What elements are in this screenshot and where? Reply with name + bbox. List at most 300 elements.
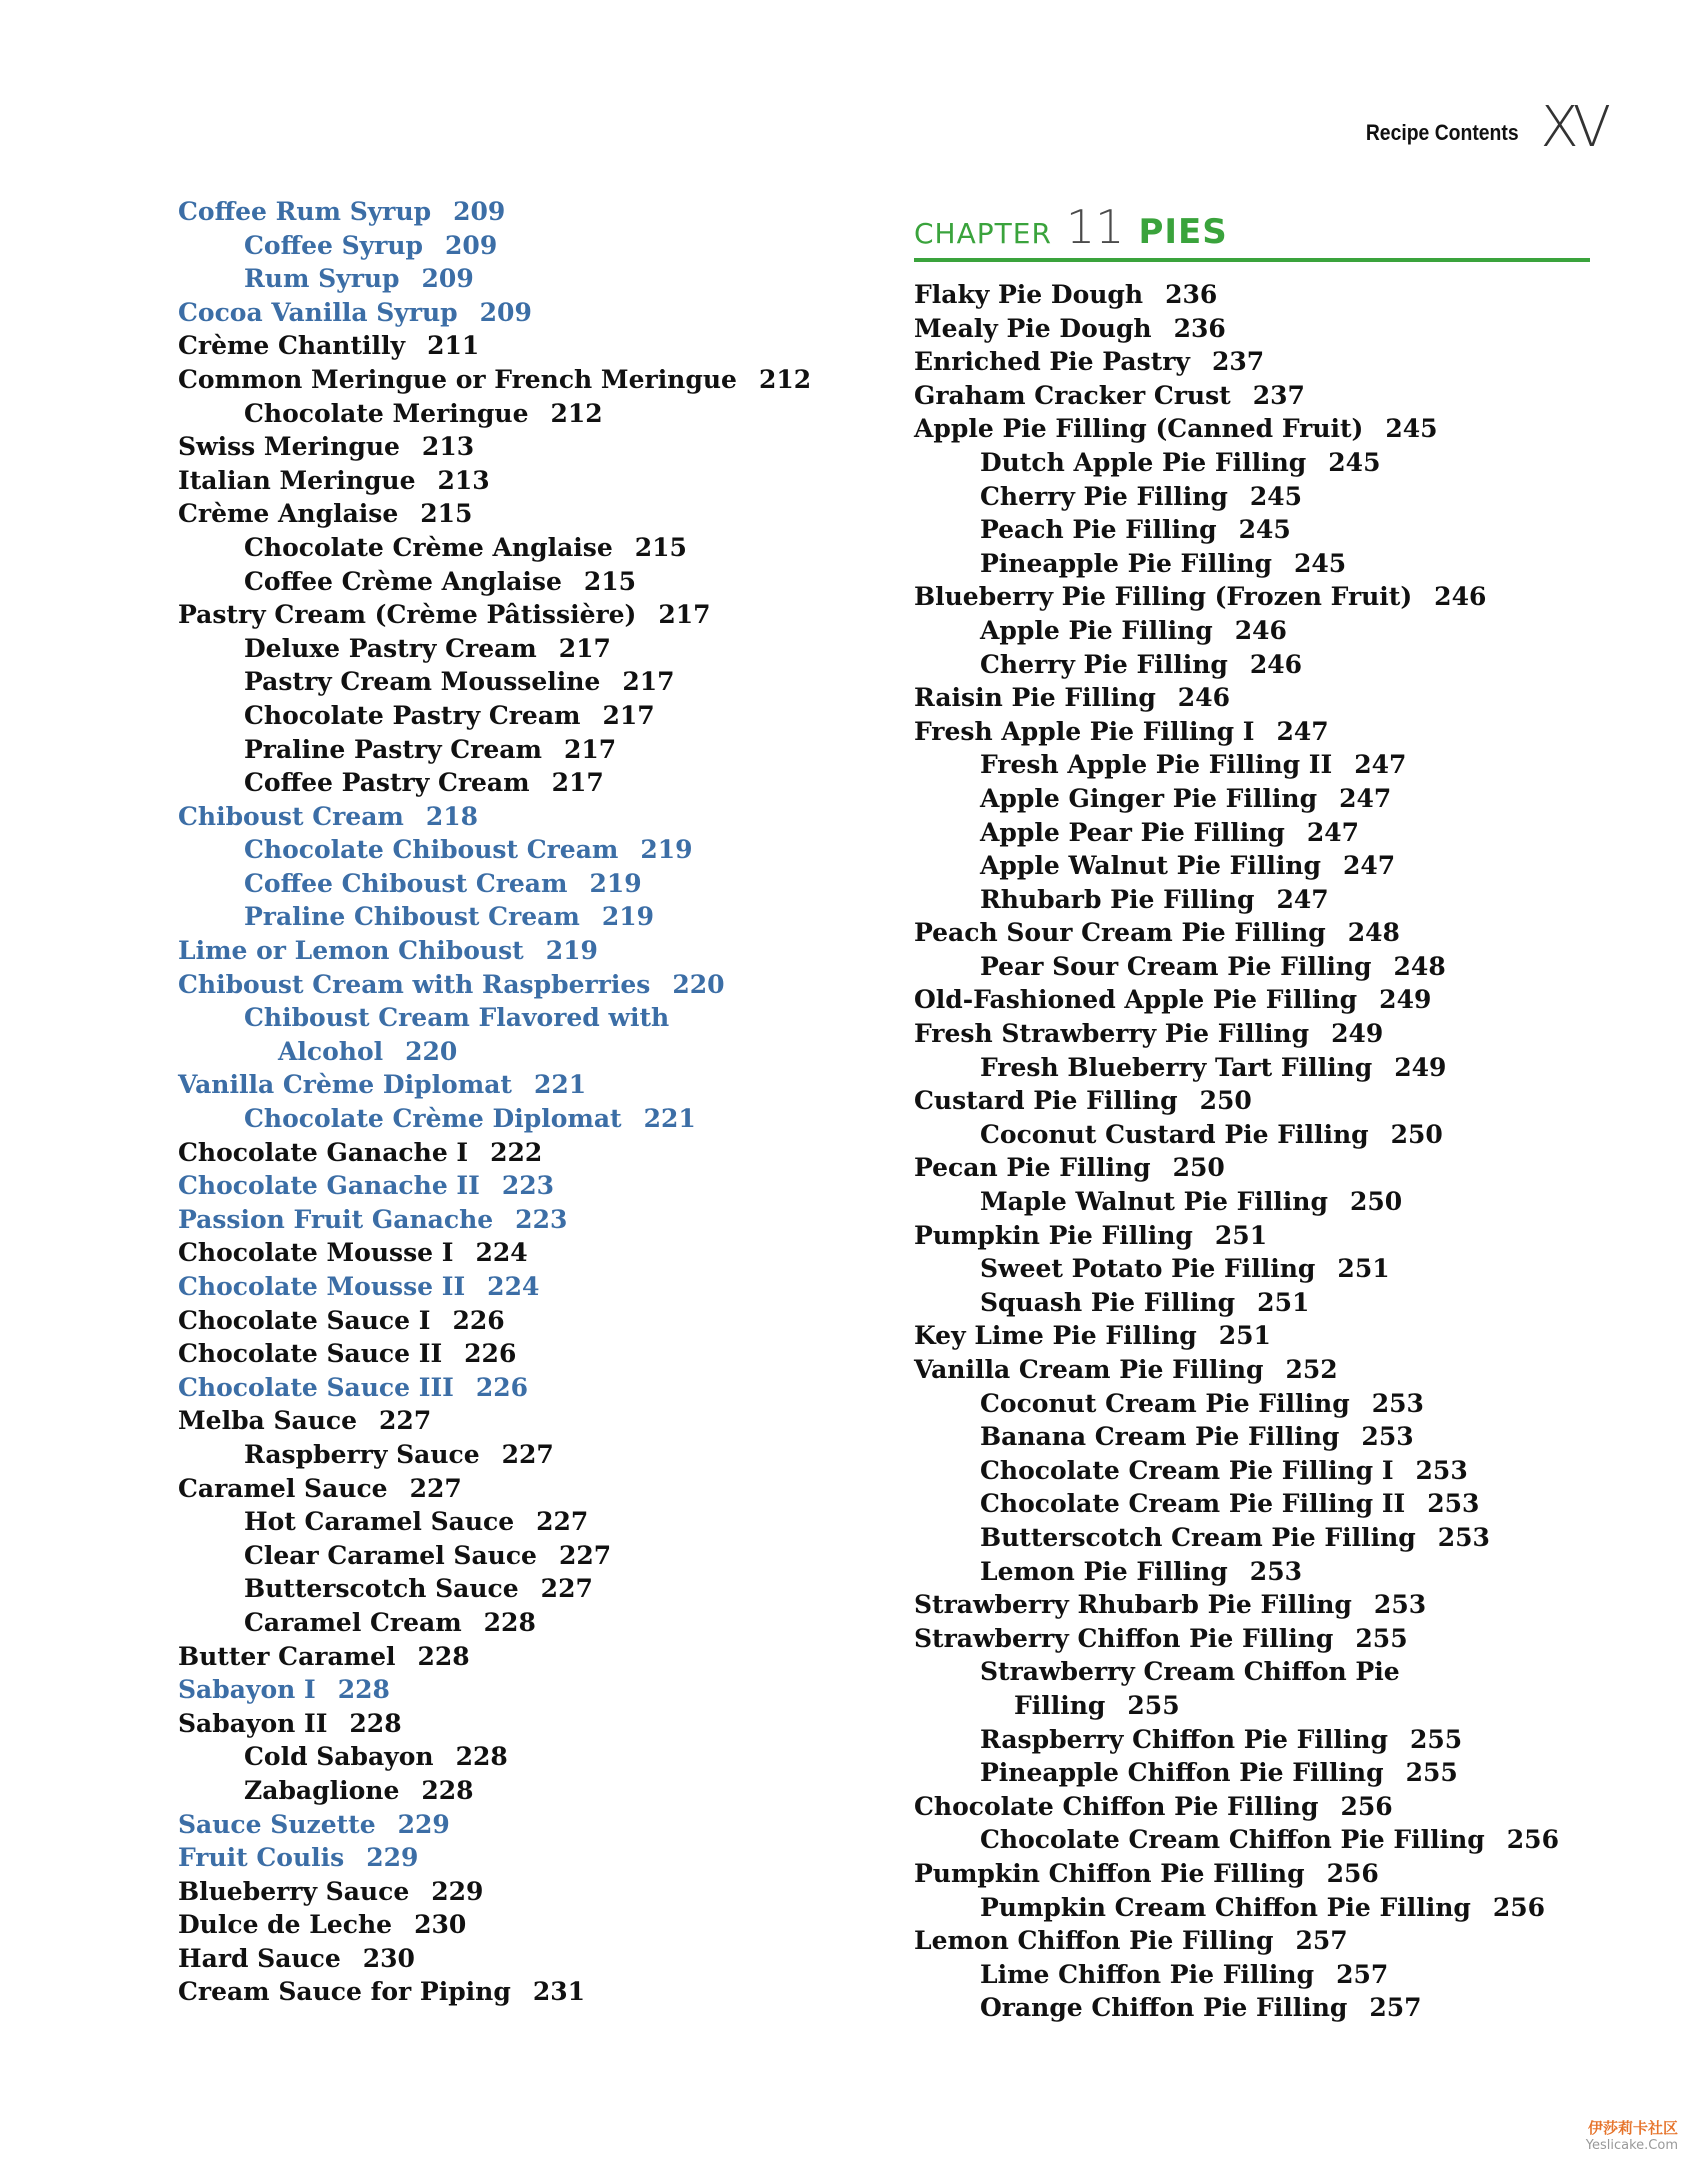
toc-entry-page: 215 bbox=[583, 566, 637, 596]
toc-entry-title: Custard Pie Filling bbox=[914, 1086, 1178, 1116]
toc-entry bbox=[914, 345, 1594, 379]
toc-entry bbox=[914, 1790, 1594, 1824]
toc-entry-page: 256 bbox=[1492, 1892, 1546, 1922]
toc-entry-page: 227 bbox=[409, 1473, 462, 1503]
toc-entry-title: Blueberry Sauce bbox=[178, 1876, 410, 1906]
toc-entry-page: 246 bbox=[1177, 683, 1230, 713]
toc-entry bbox=[178, 833, 868, 867]
toc-entry-title: Maple Walnut Pie Filling bbox=[980, 1187, 1328, 1217]
toc-entry-title: Butter Caramel bbox=[178, 1641, 396, 1671]
toc-entry bbox=[914, 1454, 1594, 1488]
toc-entry-page: 248 bbox=[1393, 951, 1446, 981]
toc-entry bbox=[914, 681, 1594, 715]
toc-entry-page: 230 bbox=[414, 1910, 467, 1940]
toc-entry-page: 246 bbox=[1249, 649, 1303, 679]
section-name: Recipe Contents bbox=[1365, 120, 1519, 145]
toc-entry-page: 247 bbox=[1354, 750, 1407, 780]
toc-entry bbox=[178, 1472, 868, 1506]
toc-entry-page: 215 bbox=[634, 532, 687, 562]
toc-entry bbox=[178, 1975, 868, 2009]
toc-entry bbox=[178, 1068, 868, 1102]
toc-entry-page: 247 bbox=[1339, 783, 1392, 813]
toc-entry-title: Sweet Potato Pie Filling bbox=[980, 1254, 1316, 1284]
toc-entry bbox=[178, 1203, 868, 1237]
toc-entry-title: Flaky Pie Dough bbox=[914, 280, 1144, 309]
toc-entry-title: Dulce de Leche bbox=[178, 1910, 393, 1940]
toc-entry-page: 250 bbox=[1390, 1119, 1443, 1149]
toc-entry-title: Filling bbox=[1014, 1690, 1106, 1720]
toc-entry bbox=[178, 1438, 868, 1472]
toc-entry bbox=[914, 1219, 1594, 1253]
toc-entry bbox=[178, 1236, 868, 1270]
toc-entry bbox=[914, 412, 1594, 446]
toc-entry-title: Pecan Pie Filling bbox=[914, 1153, 1151, 1183]
toc-entry-title: Apple Ginger Pie Filling bbox=[980, 783, 1318, 813]
toc-entry-title: Apple Pie Filling bbox=[980, 615, 1213, 645]
toc-entry bbox=[178, 1673, 868, 1707]
toc-entry-page: 245 bbox=[1238, 515, 1291, 545]
toc-entry bbox=[178, 1371, 868, 1405]
toc-entry bbox=[914, 1756, 1594, 1790]
toc-entry-page: 255 bbox=[1355, 1623, 1408, 1653]
toc-entry-title: Coffee Rum Syrup bbox=[178, 197, 432, 226]
toc-entry bbox=[178, 296, 868, 330]
toc-entry bbox=[178, 1337, 868, 1371]
toc-entry-title: Chocolate Pastry Cream bbox=[244, 700, 581, 730]
toc-entry-title: Strawberry Chiffon Pie Filling bbox=[914, 1623, 1334, 1653]
toc-entry-title: Apple Walnut Pie Filling bbox=[980, 851, 1321, 881]
toc-entry-title: Graham Cracker Crust bbox=[914, 380, 1231, 410]
toc-entry bbox=[914, 983, 1594, 1017]
toc-entry bbox=[914, 312, 1594, 346]
chapter-number: 11 bbox=[1065, 200, 1125, 254]
toc-entry-title: Lime Chiffon Pie Filling bbox=[980, 1959, 1315, 1989]
toc-entry-page: 245 bbox=[1328, 447, 1381, 477]
toc-entry-title: Pear Sour Cream Pie Filling bbox=[980, 951, 1372, 981]
toc-entry-title: Strawberry Rhubarb Pie Filling bbox=[914, 1590, 1352, 1620]
toc-entry-page: 248 bbox=[1347, 918, 1400, 948]
toc-entry-page: 257 bbox=[1369, 1993, 1422, 2023]
toc-entry-title: Caramel Sauce bbox=[178, 1473, 388, 1503]
toc-entry-title: Praline Pastry Cream bbox=[244, 734, 542, 764]
toc-entry-title: Alcohol bbox=[278, 1036, 384, 1066]
toc-entry-title: Apple Pear Pie Filling bbox=[980, 817, 1285, 847]
toc-entry bbox=[914, 782, 1594, 816]
toc-entry bbox=[178, 1136, 868, 1170]
toc-entry-title: Apple Pie Filling (Canned Fruit) bbox=[914, 414, 1364, 444]
toc-entry-title: Old-Fashioned Apple Pie Filling bbox=[914, 985, 1358, 1015]
toc-entry-title: Rum Syrup bbox=[244, 264, 400, 294]
toc-entry-page: 246 bbox=[1234, 615, 1287, 645]
toc-entry-page: 219 bbox=[640, 835, 693, 865]
toc-entry-page: 253 bbox=[1373, 1590, 1427, 1620]
toc-entry-page: 245 bbox=[1385, 414, 1438, 444]
toc-entry bbox=[914, 1723, 1594, 1757]
toc-entry bbox=[178, 363, 868, 397]
toc-entry bbox=[178, 800, 868, 834]
toc-entry bbox=[914, 1051, 1594, 1085]
toc-entry bbox=[914, 1387, 1594, 1421]
toc-entry-title: Cold Sabayon bbox=[244, 1742, 434, 1772]
toc-entry-title: Chocolate Mousse II bbox=[178, 1272, 466, 1301]
toc-entry bbox=[178, 1304, 868, 1338]
toc-entry-title: Pumpkin Chiffon Pie Filling bbox=[914, 1858, 1305, 1888]
toc-entry-title: Lemon Pie Filling bbox=[980, 1556, 1228, 1586]
toc-entry-title: Vanilla Crème Diplomat bbox=[178, 1070, 512, 1100]
toc-entry-title: Chocolate Crème Anglaise bbox=[244, 532, 613, 562]
toc-entry-page: 224 bbox=[487, 1272, 540, 1301]
toc-entry-title: Cream Sauce for Piping bbox=[178, 1977, 511, 2007]
toc-entry bbox=[914, 480, 1594, 514]
toc-entry bbox=[914, 1319, 1594, 1353]
watermark bbox=[1586, 2117, 1678, 2153]
toc-entry-title: Peach Pie Filling bbox=[980, 515, 1217, 545]
toc-entry-title: Sabayon II bbox=[178, 1708, 328, 1738]
toc-entry-page: 221 bbox=[643, 1104, 696, 1134]
toc-entry-page: 246 bbox=[1434, 582, 1487, 612]
toc-entry bbox=[914, 1655, 1594, 1689]
toc-entry-page: 249 bbox=[1379, 985, 1432, 1015]
toc-entry-title: Cherry Pie Filling bbox=[980, 649, 1228, 679]
chapter-heading bbox=[914, 200, 1590, 262]
toc-entry-page: 256 bbox=[1506, 1825, 1559, 1855]
toc-entry bbox=[914, 849, 1594, 883]
toc-column-right bbox=[914, 278, 1594, 2025]
toc-entry-title: Pastry Cream Mousseline bbox=[244, 667, 601, 697]
toc-entry-title: Coffee Pastry Cream bbox=[244, 768, 530, 798]
toc-entry-page: 251 bbox=[1337, 1254, 1390, 1284]
toc-entry-page: 253 bbox=[1361, 1422, 1414, 1452]
toc-entry-title: Chocolate Chiboust Cream bbox=[244, 835, 619, 865]
toc-entry-title: Fresh Strawberry Pie Filling bbox=[914, 1019, 1310, 1049]
toc-entry bbox=[914, 648, 1594, 682]
toc-entry-title: Cocoa Vanilla Syrup bbox=[178, 297, 458, 327]
toc-entry-page: 227 bbox=[501, 1439, 554, 1469]
toc-entry-page: 223 bbox=[515, 1204, 568, 1234]
toc-entry bbox=[178, 1908, 868, 1942]
toc-entry bbox=[178, 1841, 868, 1875]
toc-entry-title: Chocolate Sauce II bbox=[178, 1339, 443, 1369]
toc-entry-title: Swiss Meringue bbox=[178, 432, 400, 462]
toc-entry-page: 257 bbox=[1295, 1926, 1348, 1956]
toc-entry-page: 219 bbox=[545, 936, 598, 966]
toc-entry-title: Chocolate Sauce I bbox=[178, 1305, 431, 1335]
toc-entry bbox=[178, 430, 868, 464]
toc-entry bbox=[178, 1774, 868, 1808]
toc-entry bbox=[914, 1924, 1594, 1958]
toc-entry-title: Chocolate Sauce III bbox=[178, 1372, 454, 1402]
toc-entry bbox=[914, 1252, 1594, 1286]
toc-entry-page: 228 bbox=[421, 1775, 474, 1805]
toc-entry-page: 226 bbox=[464, 1339, 517, 1369]
toc-entry bbox=[914, 1017, 1594, 1051]
toc-entry-page: 211 bbox=[427, 331, 480, 361]
toc-entry bbox=[178, 733, 868, 767]
toc-entry bbox=[178, 195, 868, 229]
toc-entry bbox=[178, 1808, 868, 1842]
toc-entry bbox=[178, 1505, 868, 1539]
toc-entry-title: Hot Caramel Sauce bbox=[244, 1507, 515, 1537]
toc-entry-title: Fruit Coulis bbox=[178, 1843, 345, 1873]
toc-entry-page: 228 bbox=[455, 1742, 508, 1772]
toc-entry-title: Raspberry Chiffon Pie Filling bbox=[980, 1724, 1389, 1754]
toc-entry-page: 213 bbox=[421, 432, 475, 462]
toc-entry bbox=[914, 513, 1594, 547]
toc-entry-page: 255 bbox=[1405, 1758, 1458, 1788]
toc-entry bbox=[914, 1689, 1594, 1723]
toc-entry-page: 223 bbox=[501, 1171, 555, 1201]
toc-entry-title: Pineapple Chiffon Pie Filling bbox=[980, 1758, 1384, 1788]
toc-entry-page: 253 bbox=[1427, 1489, 1480, 1519]
toc-entry-title: Coffee Chiboust Cream bbox=[244, 868, 568, 898]
toc-entry-title: Italian Meringue bbox=[178, 465, 416, 495]
toc-entry-page: 228 bbox=[417, 1641, 470, 1671]
toc-entry-title: Chiboust Cream with Raspberries bbox=[178, 969, 651, 999]
toc-entry-page: 228 bbox=[349, 1708, 402, 1738]
toc-entry-title: Butterscotch Cream Pie Filling bbox=[980, 1522, 1416, 1552]
toc-entry bbox=[914, 916, 1594, 950]
toc-entry-page: 220 bbox=[405, 1036, 458, 1066]
toc-entry-title: Sabayon I bbox=[178, 1675, 316, 1705]
toc-entry-title: Key Lime Pie Filling bbox=[914, 1321, 1197, 1351]
toc-entry bbox=[914, 1286, 1594, 1320]
toc-entry-page: 224 bbox=[475, 1238, 528, 1268]
toc-entry-title: Hard Sauce bbox=[178, 1943, 341, 1973]
toc-entry-page: 217 bbox=[563, 734, 617, 764]
toc-entry bbox=[178, 1572, 868, 1606]
toc-entry-title: Squash Pie Filling bbox=[980, 1287, 1236, 1317]
toc-entry-page: 237 bbox=[1211, 347, 1265, 377]
toc-entry-title: Caramel Cream bbox=[244, 1607, 462, 1637]
toc-entry-page: 212 bbox=[758, 364, 812, 394]
toc-entry-title: Blueberry Pie Filling (Frozen Fruit) bbox=[914, 582, 1413, 612]
toc-entry-title: Chocolate Meringue bbox=[244, 398, 529, 428]
toc-entry-title: Melba Sauce bbox=[178, 1406, 358, 1436]
toc-entry-page: 231 bbox=[532, 1977, 586, 2007]
toc-entry bbox=[914, 883, 1594, 917]
toc-entry-title: Chocolate Crème Diplomat bbox=[244, 1104, 622, 1134]
toc-entry-title: Passion Fruit Ganache bbox=[178, 1204, 494, 1234]
toc-entry bbox=[914, 1420, 1594, 1454]
toc-entry bbox=[914, 816, 1594, 850]
toc-entry bbox=[914, 1588, 1594, 1622]
toc-entry-page: 221 bbox=[533, 1070, 587, 1100]
chapter-label: CHAPTER bbox=[914, 217, 1052, 250]
toc-entry-title: Rhubarb Pie Filling bbox=[980, 884, 1255, 914]
toc-entry bbox=[914, 547, 1594, 581]
toc-entry-title: Chiboust Cream bbox=[178, 801, 404, 831]
toc-entry bbox=[178, 699, 868, 733]
toc-entry-title: Coconut Cream Pie Filling bbox=[980, 1388, 1350, 1418]
toc-entry-page: 256 bbox=[1340, 1791, 1393, 1821]
toc-entry-title: Chocolate Ganache I bbox=[178, 1137, 469, 1167]
toc-entry bbox=[178, 329, 868, 363]
toc-entry-title: Pineapple Pie Filling bbox=[980, 548, 1272, 578]
toc-entry-page: 251 bbox=[1218, 1321, 1271, 1351]
toc-entry-page: 250 bbox=[1172, 1153, 1225, 1183]
toc-entry-title: Zabaglione bbox=[244, 1775, 400, 1805]
toc-entry-page: 212 bbox=[550, 398, 603, 428]
toc-entry-page: 209 bbox=[445, 230, 498, 260]
toc-entry bbox=[914, 1857, 1594, 1891]
toc-entry-title: Lemon Chiffon Pie Filling bbox=[914, 1926, 1274, 1956]
toc-entry-page: 253 bbox=[1415, 1455, 1468, 1485]
toc-entry bbox=[914, 1151, 1594, 1185]
toc-entry-title: Raisin Pie Filling bbox=[914, 683, 1156, 713]
toc-entry bbox=[914, 950, 1594, 984]
toc-entry-page: 215 bbox=[420, 499, 473, 529]
toc-entry-title: Sauce Suzette bbox=[178, 1809, 376, 1839]
toc-entry-page: 245 bbox=[1249, 481, 1303, 511]
toc-entry-page: 237 bbox=[1252, 380, 1305, 410]
toc-entry bbox=[178, 766, 868, 800]
toc-entry-page: 209 bbox=[421, 264, 474, 294]
toc-entry bbox=[178, 1707, 868, 1741]
toc-entry-title: Pumpkin Cream Chiffon Pie Filling bbox=[980, 1892, 1471, 1922]
toc-entry-page: 209 bbox=[453, 197, 506, 226]
toc-entry-title: Orange Chiffon Pie Filling bbox=[980, 1993, 1348, 2023]
toc-entry bbox=[178, 1606, 868, 1640]
toc-entry bbox=[178, 229, 868, 263]
toc-entry-page: 227 bbox=[379, 1406, 432, 1436]
toc-entry bbox=[178, 598, 868, 632]
toc-entry-page: 220 bbox=[672, 969, 725, 999]
toc-entry-page: 217 bbox=[602, 700, 655, 730]
toc-entry-title: Coconut Custard Pie Filling bbox=[980, 1119, 1369, 1149]
toc-entry-title: Chocolate Chiffon Pie Filling bbox=[914, 1791, 1319, 1821]
toc-entry-page: 236 bbox=[1165, 280, 1218, 309]
toc-entry-page: 250 bbox=[1199, 1086, 1252, 1116]
toc-entry bbox=[914, 1084, 1594, 1118]
toc-entry bbox=[178, 531, 868, 565]
toc-entry bbox=[914, 278, 1594, 312]
toc-entry-page: 228 bbox=[483, 1607, 536, 1637]
toc-entry bbox=[914, 1118, 1594, 1152]
toc-entry bbox=[178, 1035, 868, 1069]
toc-entry-page: 213 bbox=[437, 465, 490, 495]
toc-entry bbox=[914, 1823, 1594, 1857]
toc-entry-page: 249 bbox=[1394, 1052, 1447, 1082]
toc-entry-title: Praline Chiboust Cream bbox=[244, 902, 580, 932]
toc-entry-title: Strawberry Cream Chiffon Pie bbox=[980, 1657, 1400, 1687]
toc-entry bbox=[914, 1555, 1594, 1589]
toc-entry bbox=[178, 1102, 868, 1136]
toc-entry-page: 218 bbox=[425, 801, 479, 831]
toc-entry-page: 217 bbox=[558, 633, 611, 663]
toc-entry-page: 249 bbox=[1331, 1019, 1384, 1049]
toc-entry-page: 255 bbox=[1127, 1690, 1180, 1720]
toc-entry bbox=[914, 1622, 1594, 1656]
toc-entry bbox=[178, 565, 868, 599]
toc-entry-title: Lime or Lemon Chiboust bbox=[178, 936, 524, 966]
toc-entry-page: 255 bbox=[1410, 1724, 1463, 1754]
toc-entry bbox=[178, 464, 868, 498]
toc-entry bbox=[178, 1942, 868, 1976]
toc-entry-page: 253 bbox=[1437, 1522, 1490, 1552]
toc-entry bbox=[178, 1169, 868, 1203]
toc-entry bbox=[178, 262, 868, 296]
toc-entry-title: Fresh Apple Pie Filling I bbox=[914, 716, 1255, 746]
toc-entry-page: 219 bbox=[601, 902, 654, 932]
toc-entry-page: 227 bbox=[536, 1507, 589, 1537]
toc-entry bbox=[914, 748, 1594, 782]
toc-entry-page: 219 bbox=[589, 868, 642, 898]
toc-entry bbox=[178, 968, 868, 1002]
toc-entry bbox=[178, 1539, 868, 1573]
toc-entry-page: 230 bbox=[362, 1943, 415, 1973]
toc-entry-title: Common Meringue or French Meringue bbox=[178, 364, 737, 394]
toc-entry-title: Pastry Cream (Crème Pâtissière) bbox=[178, 600, 637, 630]
toc-entry-page: 217 bbox=[622, 667, 675, 697]
toc-entry-page: 226 bbox=[452, 1305, 505, 1335]
toc-entry-page: 245 bbox=[1293, 548, 1347, 578]
toc-entry-title: Clear Caramel Sauce bbox=[244, 1540, 537, 1570]
toc-entry-title: Crème Chantilly bbox=[178, 331, 406, 361]
toc-entry bbox=[178, 1740, 868, 1774]
toc-entry-title: Chocolate Mousse I bbox=[178, 1238, 454, 1268]
toc-entry bbox=[178, 1640, 868, 1674]
toc-entry-page: 226 bbox=[475, 1372, 529, 1402]
toc-entry bbox=[178, 632, 868, 666]
page-number: XV bbox=[1540, 95, 1605, 160]
toc-entry bbox=[914, 379, 1594, 413]
watermark-en: Yeslicake.Com bbox=[1585, 2138, 1678, 2153]
toc-entry-page: 229 bbox=[431, 1876, 484, 1906]
toc-entry-title: Peach Sour Cream Pie Filling bbox=[914, 918, 1326, 948]
toc-entry bbox=[914, 1521, 1594, 1555]
toc-entry-page: 229 bbox=[366, 1843, 419, 1873]
toc-entry-title: Dutch Apple Pie Filling bbox=[980, 447, 1307, 477]
toc-entry-page: 253 bbox=[1249, 1556, 1302, 1586]
toc-entry bbox=[914, 1991, 1594, 2025]
toc-entry-page: 228 bbox=[337, 1675, 390, 1705]
toc-entry bbox=[178, 1001, 868, 1035]
toc-entry bbox=[178, 1875, 868, 1909]
toc-entry bbox=[178, 900, 868, 934]
toc-entry bbox=[914, 1185, 1594, 1219]
toc-entry-title: Coffee Syrup bbox=[244, 230, 424, 260]
toc-entry-page: 251 bbox=[1214, 1220, 1268, 1250]
toc-entry-page: 209 bbox=[479, 297, 532, 327]
toc-entry bbox=[178, 497, 868, 531]
toc-entry-page: 229 bbox=[397, 1809, 450, 1839]
toc-entry-title: Crème Anglaise bbox=[178, 499, 399, 529]
toc-entry bbox=[914, 614, 1594, 648]
toc-entry bbox=[914, 1891, 1594, 1925]
toc-entry-title: Chocolate Cream Pie Filling II bbox=[980, 1489, 1406, 1519]
toc-entry-title: Raspberry Sauce bbox=[244, 1439, 480, 1469]
toc-entry-title: Chocolate Ganache II bbox=[178, 1171, 480, 1201]
toc-entry bbox=[914, 1353, 1594, 1387]
toc-entry bbox=[914, 715, 1594, 749]
toc-entry bbox=[914, 1958, 1594, 1992]
toc-entry-page: 222 bbox=[490, 1137, 543, 1167]
toc-entry-page: 247 bbox=[1342, 851, 1396, 881]
toc-entry-page: 251 bbox=[1257, 1287, 1310, 1317]
toc-entry-page: 257 bbox=[1336, 1959, 1389, 1989]
toc-entry-title: Deluxe Pastry Cream bbox=[244, 633, 537, 663]
toc-entry-page: 253 bbox=[1371, 1388, 1424, 1418]
running-head bbox=[1345, 95, 1605, 160]
toc-entry bbox=[914, 580, 1594, 614]
toc-column-left bbox=[178, 195, 868, 2009]
toc-entry-page: 256 bbox=[1326, 1858, 1379, 1888]
toc-entry-page: 236 bbox=[1173, 313, 1226, 343]
toc-entry-title: Coffee Crème Anglaise bbox=[244, 566, 562, 596]
toc-entry-title: Banana Cream Pie Filling bbox=[980, 1422, 1340, 1452]
toc-entry-title: Vanilla Cream Pie Filling bbox=[914, 1355, 1264, 1384]
toc-entry-title: Fresh Blueberry Tart Filling bbox=[980, 1052, 1373, 1082]
